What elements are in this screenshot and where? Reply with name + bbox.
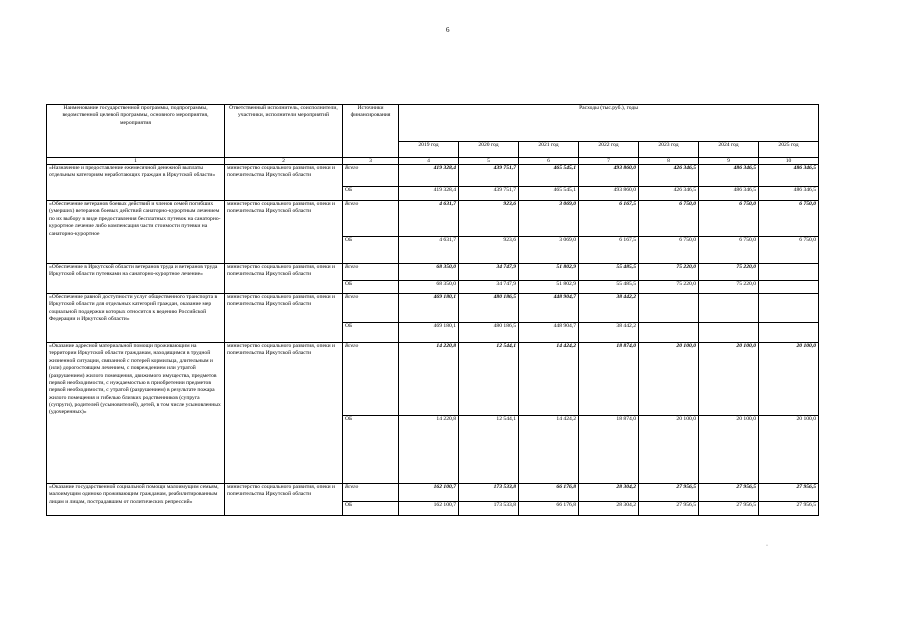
measure-name: «Оказание государственной социальной помощи малоимущим семьям, малоимущим одиноко проживающим гражданам, реабилитированным лицам и лицам, пострадавшим от политических репрессий» [47, 484, 225, 516]
table-row-total [47, 264, 819, 281]
expense-ob-value: 486 346,5 [699, 187, 759, 201]
expense-ob-value: 6 750,0 [699, 237, 759, 264]
source-ob-label: ОБ [343, 187, 399, 201]
measure-executor: министерство социального развития, опеки и попечительства Иркутской области [225, 294, 343, 343]
expense-ob-value: 75 220,0 [639, 281, 699, 294]
expense-total-value: 75 220,0 [699, 264, 759, 281]
expense-total-value: 20 100,0 [639, 343, 699, 416]
expense-total-value: 68 350,0 [399, 264, 459, 281]
column-index: 3 [343, 158, 399, 165]
expense-total-value: 439 751,7 [459, 165, 519, 187]
expense-total-value: 27 956,5 [639, 484, 699, 502]
expense-ob-value: 75 220,0 [699, 281, 759, 294]
header-year: 2020 год [459, 142, 519, 158]
expense-ob-value: 20 100,0 [639, 416, 699, 484]
expense-total-value: 3 069,0 [519, 201, 579, 237]
expense-ob-value: 493 860,0 [579, 187, 639, 201]
expense-ob-value: 14 220,8 [399, 416, 459, 484]
expense-ob-value: 465 545,1 [519, 187, 579, 201]
measure-executor: министерство социального развития, опеки и попечительства Иркутской области [225, 264, 343, 294]
header-name-column: Наименование государственной программы, подпрограммы, ведомственной целевой программы, основного мероприятия, мероприятия [47, 105, 225, 158]
expense-ob-value: 34 747,9 [459, 281, 519, 294]
column-index: 2 [225, 158, 343, 165]
expense-ob-value: 20 100,0 [759, 416, 819, 484]
expense-total-value: 34 747,9 [459, 264, 519, 281]
expense-total-value: 27 956,5 [759, 484, 819, 502]
expense-ob-value: 3 069,0 [519, 237, 579, 264]
header-year: 2022 год [579, 142, 639, 158]
table-row-total [47, 294, 819, 323]
source-ob-label: ОБ [343, 237, 399, 264]
expense-ob-value: 426 346,5 [639, 187, 699, 201]
header-year: 2023 год [639, 142, 699, 158]
expense-total-value: 14 424,2 [519, 343, 579, 416]
source-total-label: Всего [343, 294, 399, 323]
expense-ob-value: 448 904,7 [519, 323, 579, 343]
header-expenses: Расходы (тыс.руб.), годы [399, 105, 819, 142]
measure-name: «Назначение и предоставление ежемесячной денежной выплаты отдельным категориям неработающих граждан в Иркутской области» [47, 165, 225, 201]
expense-total-value: 20 100,0 [759, 343, 819, 416]
source-total-label: Всего [343, 165, 399, 187]
column-index: 8 [639, 158, 699, 165]
measure-executor: министерство социального развития, опеки и попечительства Иркутской области [225, 201, 343, 264]
expense-total-value: 14 220,8 [399, 343, 459, 416]
column-index: 7 [579, 158, 639, 165]
expense-total-value: 18 874,0 [579, 343, 639, 416]
table-row-total [47, 201, 819, 237]
column-index: 4 [399, 158, 459, 165]
measure-executor: министерство социального развития, опеки и попечительства Иркутской области [225, 343, 343, 484]
source-total-label: Всего [343, 343, 399, 416]
source-total-label: Всего [343, 264, 399, 281]
expense-total-value: 75 220,0 [639, 264, 699, 281]
header-year: 2024 год [699, 142, 759, 158]
column-index: 6 [519, 158, 579, 165]
expense-total-value: 66 176,8 [519, 484, 579, 502]
header-executor-column: Ответственный исполнитель, соисполнители, участники, исполнители мероприятий [225, 105, 343, 158]
measure-name: «Обеспечение равной доступности услуг общественного транспорта в Иркутской области для отдельных категорий граждан, оказание мер социальной поддержки которых относится к ведению Российской Федерации и Иркутской области» [47, 294, 225, 343]
source-total-label: Всего [343, 484, 399, 502]
table-body [47, 165, 819, 516]
measure-executor: министерство социального развития, опеки и попечительства Иркутской области [225, 484, 343, 516]
scan-mark: · [766, 543, 768, 549]
source-ob-label: ОБ [343, 502, 399, 516]
expense-ob-value [759, 323, 819, 343]
header-year: 2019 год [399, 142, 459, 158]
expenses-table-wrapper [46, 104, 818, 516]
expense-ob-value: 12 544,1 [459, 416, 519, 484]
expense-total-value: 493 860,0 [579, 165, 639, 187]
measure-name: «Оказание адресной материальной помощи проживающим на территории Иркутской области гражданам, находящимся в трудной жизненной ситуации, связанной с потерей кормильца, длительным и (или) дорогостоящим лечением, с повреждением или утратой (разрушением) жилого помещения, движимого имущества, предметов первой необходимости, с нуждаемостью в приобретении предметов первой необходимости, с утратой (разрушением) в результате пожара жилого помещения и гибелью близких родственников (супруга (супруги), родителей (усыновителей), детей, в том числе усыновленных (удочеренных)» [47, 343, 225, 484]
header-source-column: Источники финансирования [343, 105, 399, 158]
expense-ob-value: 162 100,7 [399, 502, 459, 516]
expense-total-value [639, 294, 699, 323]
expense-total-value: 55 485,5 [579, 264, 639, 281]
expense-ob-value: 38 442,2 [579, 323, 639, 343]
source-ob-label: ОБ [343, 281, 399, 294]
expense-total-value [759, 264, 819, 281]
expense-ob-value: 20 100,0 [699, 416, 759, 484]
expense-total-value: 173 533,8 [459, 484, 519, 502]
expenses-table [46, 104, 819, 516]
expense-total-value: 486 346,5 [759, 165, 819, 187]
expense-ob-value: 439 751,7 [459, 187, 519, 201]
expense-total-value: 6 750,0 [759, 201, 819, 237]
expense-ob-value [639, 323, 699, 343]
expense-total-value: 162 100,7 [399, 484, 459, 502]
expense-total-value: 12 544,1 [459, 343, 519, 416]
expense-total-value: 923,6 [459, 201, 519, 237]
measure-name: «Обеспечение ветеранов боевых действий и членов семей погибших (умерших) ветеранов боевых действий санаторно-курортным лечением по их выбору в виде предоставления бесплатных путевок на санаторно-курортное лечение либо компенсация части стоимости путевки на санаторно-курортное [47, 201, 225, 264]
expense-ob-value: 27 956,5 [639, 502, 699, 516]
expense-ob-value [699, 323, 759, 343]
column-index: 1 [47, 158, 225, 165]
measure-executor: министерство социального развития, опеки и попечительства Иркутской области [225, 165, 343, 201]
measure-name: «Обеспечение в Иркутской области ветеранов труда и ветеранов труда Иркутской области путевками на санаторно-курортное лечение» [47, 264, 225, 294]
header-year: 2021 год [519, 142, 579, 158]
expense-total-value: 480 186,5 [459, 294, 519, 323]
expense-ob-value: 18 874,0 [579, 416, 639, 484]
header-year: 2025 год [759, 142, 819, 158]
expense-total-value: 38 442,2 [579, 294, 639, 323]
expense-ob-value: 923,6 [459, 237, 519, 264]
expense-total-value: 469 180,1 [399, 294, 459, 323]
column-index: 5 [459, 158, 519, 165]
expense-ob-value: 28 304,2 [579, 502, 639, 516]
expense-total-value: 6 750,0 [639, 201, 699, 237]
expense-ob-value: 486 346,5 [759, 187, 819, 201]
expense-ob-value: 55 485,5 [579, 281, 639, 294]
expense-ob-value: 51 802,9 [519, 281, 579, 294]
expense-ob-value: 68 350,0 [399, 281, 459, 294]
expense-ob-value: 173 533,8 [459, 502, 519, 516]
expense-ob-value: 419 328,4 [399, 187, 459, 201]
column-index: 10 [759, 158, 819, 165]
expense-total-value: 426 346,5 [639, 165, 699, 187]
expense-total-value: 51 802,9 [519, 264, 579, 281]
table-row-total [47, 484, 819, 502]
expense-ob-value: 480 186,5 [459, 323, 519, 343]
expense-total-value: 6 750,0 [699, 201, 759, 237]
table-row-total [47, 165, 819, 187]
expense-ob-value: 14 424,2 [519, 416, 579, 484]
expense-ob-value: 6 750,0 [759, 237, 819, 264]
expense-ob-value [759, 281, 819, 294]
expense-ob-value: 27 956,5 [699, 502, 759, 516]
expense-total-value: 465 545,1 [519, 165, 579, 187]
source-ob-label: ОБ [343, 416, 399, 484]
expense-ob-value: 27 956,5 [759, 502, 819, 516]
expense-ob-value: 6 167,5 [579, 237, 639, 264]
source-ob-label: ОБ [343, 323, 399, 343]
expense-total-value: 6 167,5 [579, 201, 639, 237]
expense-total-value: 28 304,2 [579, 484, 639, 502]
expense-ob-value: 66 176,8 [519, 502, 579, 516]
expense-total-value: 4 631,7 [399, 201, 459, 237]
expense-total-value: 20 100,0 [699, 343, 759, 416]
expense-ob-value: 4 631,7 [399, 237, 459, 264]
expense-total-value [759, 294, 819, 323]
source-total-label: Всего [343, 201, 399, 237]
table-row-total [47, 343, 819, 416]
expense-total-value [699, 294, 759, 323]
column-index: 9 [699, 158, 759, 165]
expense-total-value: 419 328,4 [399, 165, 459, 187]
expense-ob-value: 6 750,0 [639, 237, 699, 264]
expense-total-value: 486 346,5 [699, 165, 759, 187]
expense-total-value: 448 904,7 [519, 294, 579, 323]
expense-ob-value: 469 180,1 [399, 323, 459, 343]
expense-total-value: 27 956,5 [699, 484, 759, 502]
page-number: 6 [446, 26, 450, 34]
